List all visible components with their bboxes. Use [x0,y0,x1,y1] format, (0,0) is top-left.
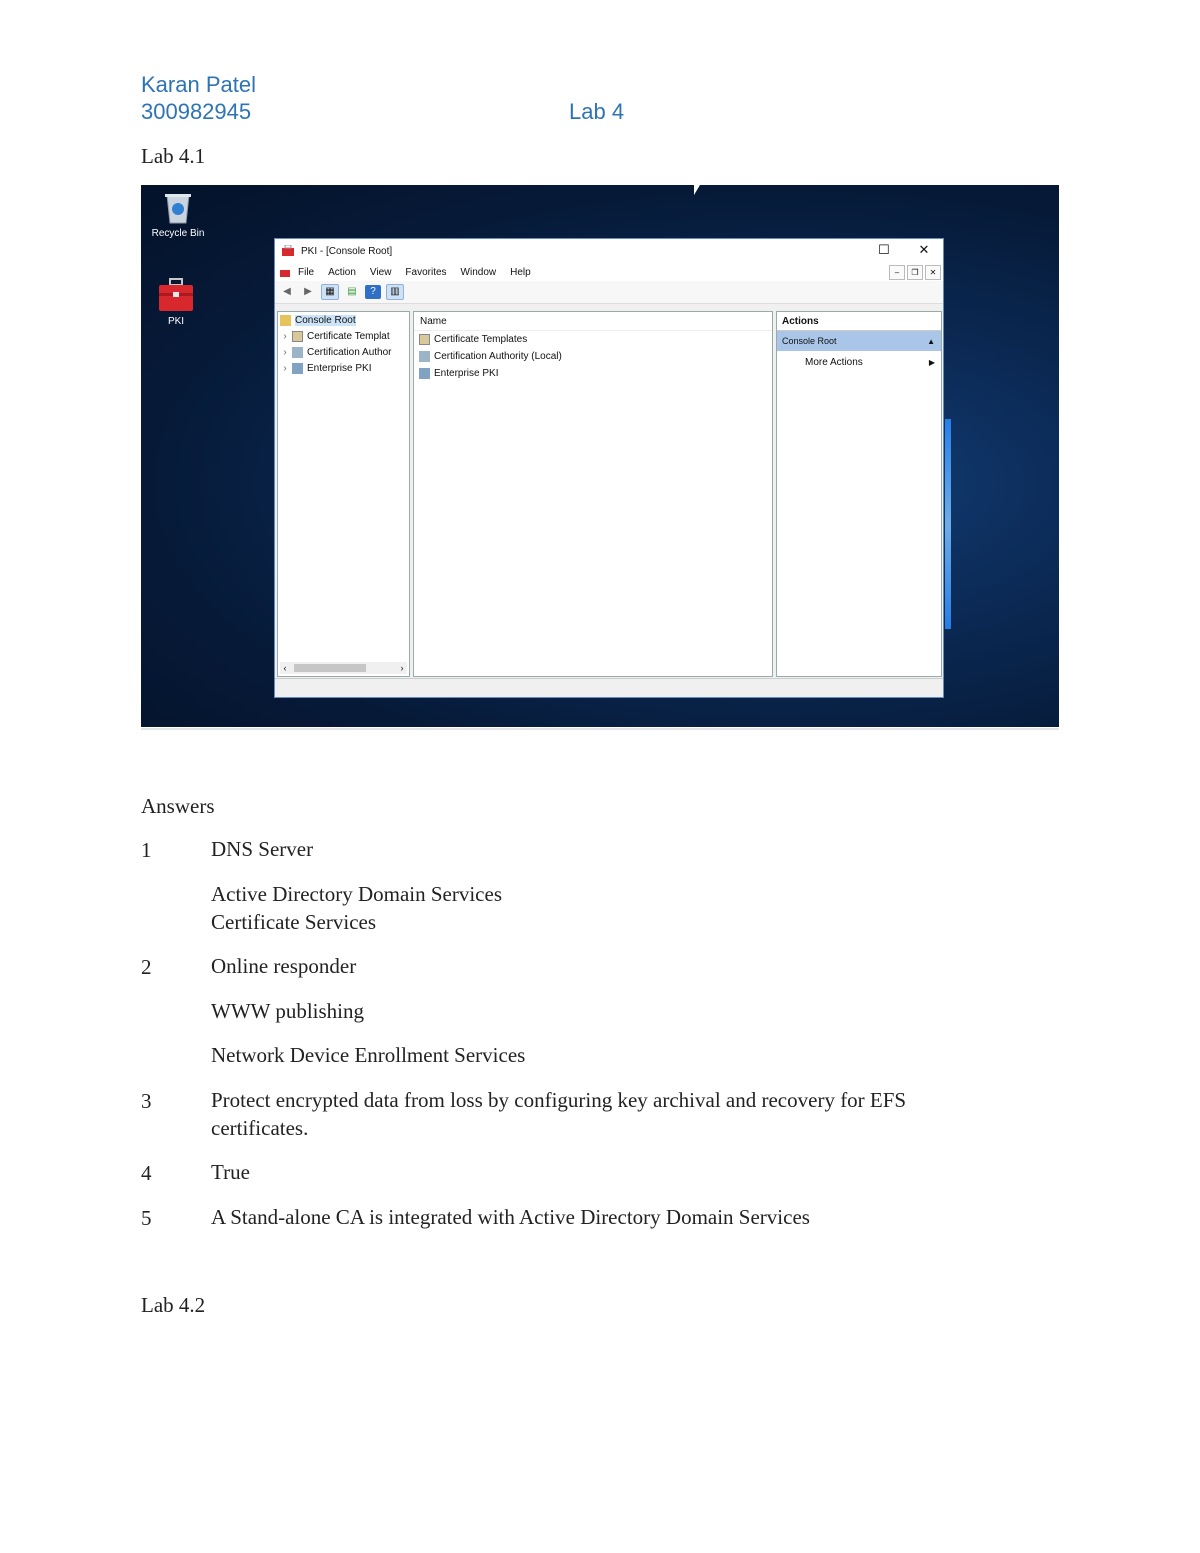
menu-action[interactable]: Action [328,266,356,278]
menu-bar [275,263,943,281]
toolbar [275,281,943,304]
answers-heading: Answers [141,794,215,818]
section-title-lab-4-1: Lab 4.1 [141,144,206,168]
inner-close-button[interactable]: ✕ [925,265,941,280]
answer-text: DNS Server [211,837,314,861]
tree-item-label: Certification Author [307,346,392,358]
show-action-pane-icon[interactable]: ▥ [386,284,404,300]
certificate-icon [292,331,303,342]
certificate-authority-icon [292,347,303,358]
menu-help[interactable]: Help [510,266,531,278]
recycle-bin-label: Recycle Bin [151,228,205,239]
answer-text: True [211,1160,250,1184]
answer-text: Certificate Services [211,910,377,934]
answer-text: Online responder [211,954,357,978]
inner-restore-button[interactable]: ❐ [907,265,923,280]
mouse-cursor-icon [694,185,700,195]
answer-text: Network Device Enrollment Services [211,1043,526,1067]
answer-number: 4 [141,1161,152,1185]
expand-icon[interactable]: › [283,330,287,342]
answer-number: 1 [141,838,152,862]
expand-icon[interactable]: › [283,346,287,358]
section-title-lab-4-2: Lab 4.2 [141,1293,206,1317]
answer-text: certificates. [211,1116,309,1140]
window-glow [945,419,951,629]
scrollbar-thumb[interactable] [294,664,366,672]
lab-title: Lab 4 [569,99,625,124]
list-item-label: Certification Authority (Local) [434,351,562,362]
tree-item-label: Enterprise PKI [307,362,372,374]
answer-number: 3 [141,1089,152,1113]
author-name: Karan Patel [141,72,256,97]
answer-text: WWW publishing [211,999,365,1023]
menu-window[interactable]: Window [460,266,497,278]
screenshot-border [141,728,1059,730]
pki-label: PKI [167,316,185,327]
back-arrow-icon[interactable]: ◀ [283,286,291,297]
screenshot-image [141,185,1059,727]
enterprise-pki-icon [419,368,430,379]
tree-item-certification-authority[interactable] [278,344,409,360]
folder-icon [280,315,291,326]
tree-pane[interactable] [277,311,410,677]
list-item-certificate-templates[interactable] [414,331,772,348]
list-item-certification-authority[interactable] [414,348,772,365]
help-icon[interactable]: ? [365,285,381,299]
show-tree-icon[interactable]: ▦ [321,284,339,300]
certificate-authority-icon [419,351,430,362]
recycle-bin-icon [161,189,195,225]
results-pane[interactable] [413,311,773,677]
toolbox-icon [156,277,196,313]
action-more-actions[interactable] [777,351,941,373]
inner-minimize-button[interactable]: – [889,265,905,280]
window-title: PKI - [Console Root] [301,245,393,257]
mmc-window[interactable] [274,238,944,698]
desktop-icon-recycle-bin[interactable] [143,189,213,239]
actions-section-label: Console Root [782,336,837,346]
scroll-right-icon[interactable]: › [400,663,404,673]
actions-section-console-root[interactable] [777,331,941,351]
list-item-enterprise-pki[interactable] [414,365,772,382]
enterprise-pki-icon [292,363,303,374]
tree-item-enterprise-pki[interactable] [278,360,409,376]
menu-favorites[interactable]: Favorites [405,266,447,278]
action-label: More Actions [805,356,863,368]
title-bar[interactable] [275,239,943,263]
actions-header: Actions [777,312,941,331]
collapse-icon[interactable]: ▲ [927,336,935,346]
forward-arrow-icon[interactable]: ▶ [304,286,312,297]
column-header-name[interactable]: Name [414,312,772,331]
maximize-button[interactable]: ☐ [878,242,890,257]
answer-text: Protect encrypted data from loss by configuring key archival and recovery for EFS [211,1088,907,1112]
tree-item-label: Console Root [295,314,356,326]
answer-text: A Stand-alone CA is integrated with Active Directory Domain Services [211,1205,810,1229]
expand-icon[interactable]: › [283,362,287,374]
list-item-label: Certificate Templates [434,334,528,345]
tree-item-label: Certificate Templat [307,330,390,342]
close-button[interactable]: ✕ [918,242,930,257]
menu-view[interactable]: View [369,266,392,278]
export-list-icon[interactable]: ▤ [347,286,357,297]
tree-item-console-root[interactable] [278,312,409,328]
certificate-icon [419,334,430,345]
toolbox-icon [279,267,291,278]
answer-number: 5 [141,1206,152,1230]
answer-number: 2 [141,955,152,979]
answer-text: Active Directory Domain Services [211,882,502,906]
toolbox-icon [281,245,295,257]
menu-file[interactable]: File [298,266,315,278]
submenu-arrow-icon: ▶ [928,357,935,367]
scroll-left-icon[interactable]: ‹ [283,663,287,673]
status-bar [275,678,943,697]
tree-item-certificate-templates[interactable] [278,328,409,344]
horizontal-scrollbar[interactable] [280,662,407,674]
actions-pane[interactable] [776,311,942,677]
desktop-icon-pki[interactable] [141,277,211,327]
student-id: 300982945 [141,99,252,124]
list-item-label: Enterprise PKI [434,368,499,379]
